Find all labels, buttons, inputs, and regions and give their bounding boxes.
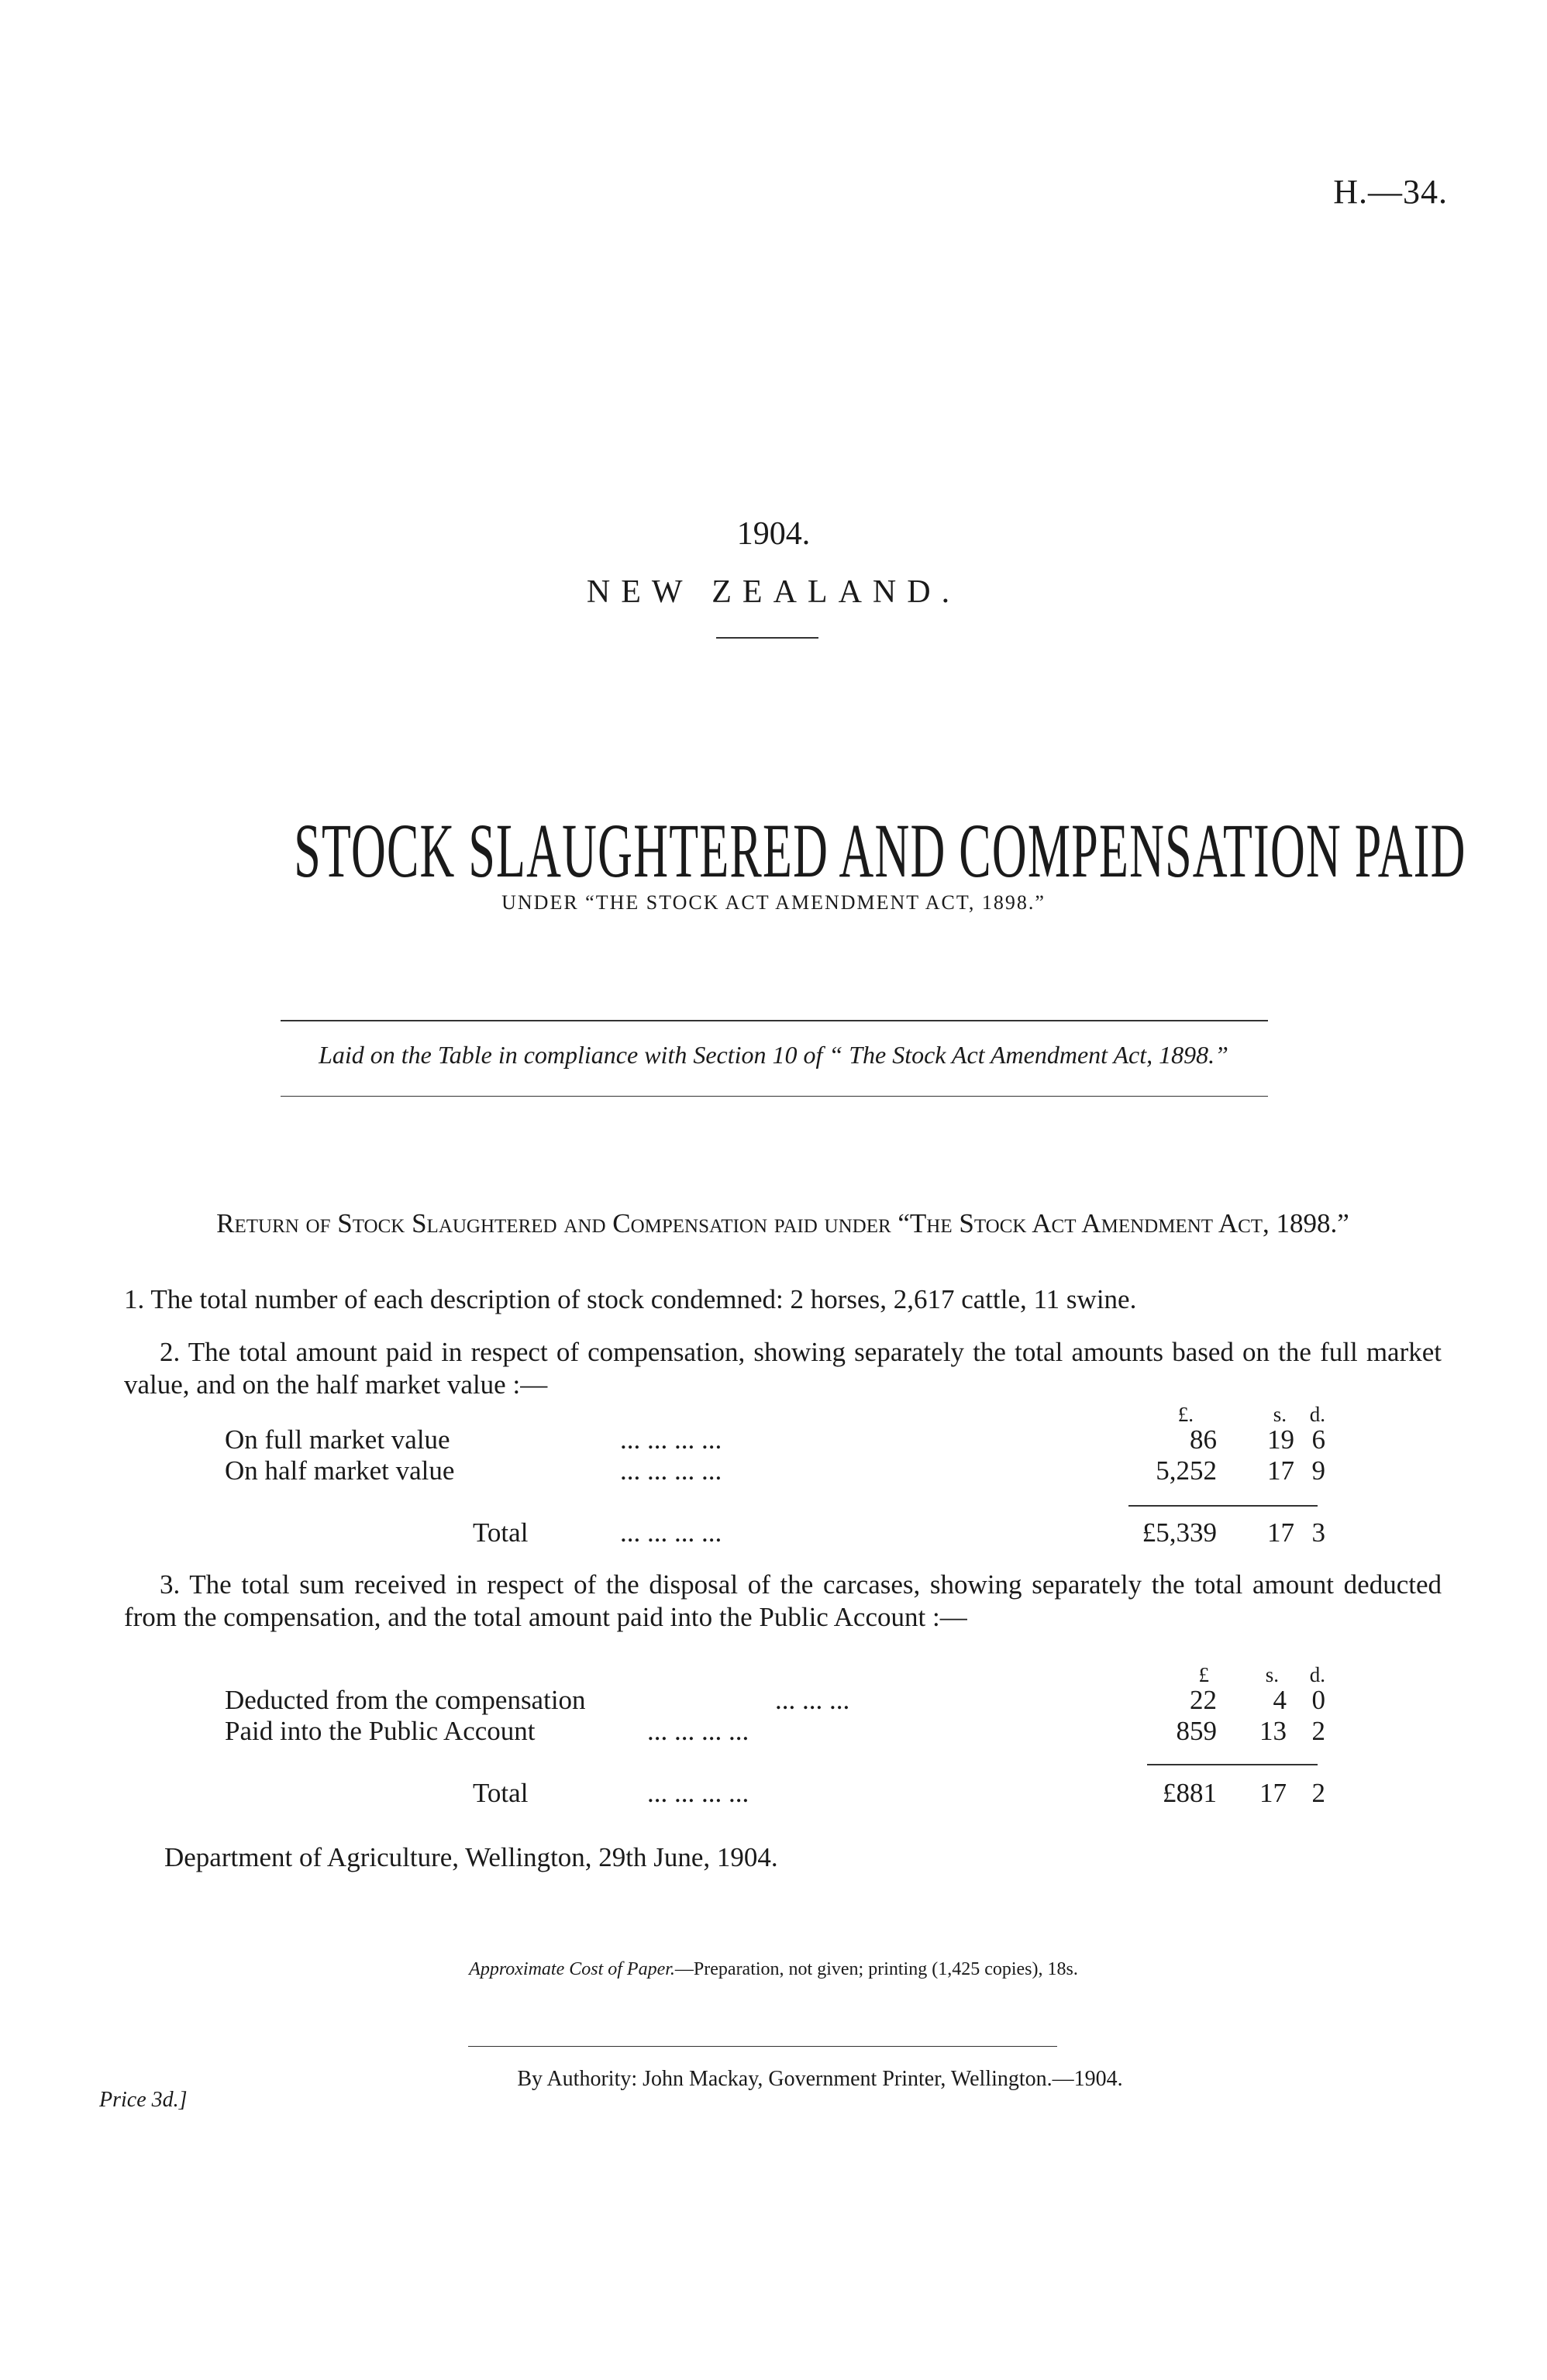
- col-pence: d.: [1309, 1663, 1325, 1686]
- document-code: H.—34.: [1333, 173, 1448, 211]
- paragraph-1: 1. The total number of each description of stock condemned: 2 horses, 2,617 cattle, 11 swine.: [124, 1284, 1137, 1314]
- col-shillings: s.: [1273, 1403, 1287, 1426]
- row-shillings: 19: [1267, 1424, 1294, 1455]
- row-pence: 0: [1311, 1685, 1325, 1715]
- leader-dots: ... ... ...: [775, 1685, 850, 1715]
- row-pence: 9: [1311, 1455, 1325, 1486]
- paragraph-3: 3. The total sum received in respect of the disposal of the carcases, showing separately the total amount deducted from the compensation, and the total amount paid into the Public Account :—: [124, 1569, 1442, 1632]
- total-shillings: 17: [1267, 1517, 1294, 1548]
- row-pounds: 859: [1176, 1716, 1217, 1746]
- col-pounds: £.: [1177, 1403, 1194, 1426]
- cost-note: [0, 1959, 1547, 1980]
- leader-dots: ... ... ... ...: [620, 1455, 722, 1486]
- leader-dots: ... ... ... ...: [620, 1424, 722, 1455]
- total-pounds: £881: [1163, 1778, 1217, 1808]
- row-shillings: 13: [1259, 1716, 1287, 1746]
- total-shillings: 17: [1259, 1778, 1287, 1808]
- table-row: [225, 1424, 1349, 1457]
- leader-dots: ... ... ... ...: [620, 1517, 722, 1548]
- row-label: Paid into the Public Account: [225, 1716, 536, 1746]
- row-shillings: 4: [1273, 1685, 1287, 1715]
- leader-dots: ... ... ... ...: [647, 1778, 749, 1808]
- total-label: Total: [473, 1517, 529, 1548]
- col-shillings: s.: [1265, 1663, 1279, 1686]
- cost-text: —Preparation, not given; printing (1,425 copies), 18s.: [674, 1959, 1078, 1979]
- divider: [716, 637, 818, 639]
- table-row: [225, 1455, 1349, 1488]
- footer-rule: [468, 2046, 1057, 2047]
- cover-country: NEW ZEALAND.: [586, 574, 961, 610]
- row-pounds: 86: [1190, 1424, 1217, 1455]
- col-pounds: £: [1198, 1663, 1209, 1686]
- row-pence: 6: [1311, 1424, 1325, 1455]
- divider-top: [281, 1020, 1268, 1021]
- table-row: [225, 1716, 1349, 1748]
- row-label: On full market value: [225, 1424, 450, 1455]
- total-pence: 2: [1311, 1778, 1325, 1808]
- row-pounds: 22: [1190, 1685, 1217, 1715]
- total-rule: [1147, 1764, 1318, 1765]
- row-shillings: 17: [1267, 1455, 1294, 1486]
- total-rule: [1128, 1505, 1318, 1507]
- total-label: Total: [473, 1778, 529, 1808]
- department-signature: Department of Agriculture, Wellington, 29th June, 1904.: [164, 1842, 778, 1872]
- document-title: STOCK SLAUGHTERED AND COMPENSATION PAID: [294, 808, 1466, 894]
- cover-year: 1904.: [736, 516, 811, 552]
- paragraph-2: 2. The total amount paid in respect of compensation, showing separately the total amounts based on the full market value, and on the half market value :—: [124, 1337, 1442, 1400]
- table-total-row: [225, 1778, 1349, 1810]
- row-pence: 2: [1311, 1716, 1325, 1746]
- return-heading: Return of Stock Slaughtered and Compensation paid under “The Stock Act Amendment Act, 1898.”: [216, 1208, 1349, 1238]
- printer-imprint: By Authority: John Mackay, Government Printer, Wellington.—1904.: [517, 2067, 1123, 2091]
- col-pence: d.: [1309, 1403, 1325, 1426]
- row-label: On half market value: [225, 1455, 455, 1486]
- total-pence: 3: [1311, 1517, 1325, 1548]
- row-label: Deducted from the compensation: [225, 1685, 586, 1715]
- laid-on-table-note: Laid on the Table in compliance with Section 10 of “ The Stock Act Amendment Act, 1898.”: [319, 1041, 1228, 1069]
- total-pounds: £5,339: [1142, 1517, 1217, 1548]
- row-pounds: 5,252: [1156, 1455, 1217, 1486]
- divider-bottom: [281, 1096, 1268, 1097]
- leader-dots: ... ... ... ...: [647, 1716, 749, 1746]
- cost-label: Approximate Cost of Paper.: [469, 1959, 675, 1979]
- table-row: [225, 1685, 1349, 1717]
- price-note: Price 3d.]: [99, 2088, 188, 2112]
- table-total-row: [225, 1517, 1349, 1550]
- document-subtitle: UNDER “THE STOCK ACT AMENDMENT ACT, 1898.”: [501, 891, 1046, 914]
